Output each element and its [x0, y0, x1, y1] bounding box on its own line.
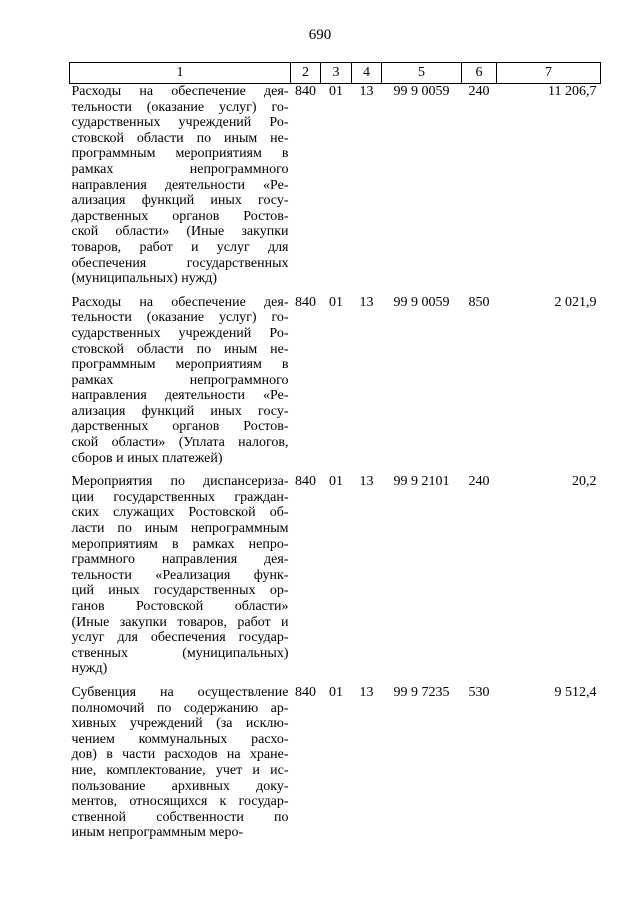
description-line: обеспечения государственных — [71, 255, 289, 271]
description-line: рамках непрограммного — [71, 372, 289, 388]
amount: 2 021,9 — [554, 294, 597, 310]
description-line: хивных учреждений (за исклю- — [71, 716, 289, 732]
description-line: (муниципальных) нужд) — [71, 271, 218, 287]
description-line: сударственных учреждений Ро- — [71, 325, 289, 341]
ministry-code: 840 — [295, 474, 316, 490]
column-header: 3 — [321, 63, 352, 84]
description-line: программным мероприятиям в — [71, 357, 289, 373]
description-line: ственных (муниципальных) — [71, 645, 289, 661]
description-line: товаров, работ и услуг для — [71, 239, 289, 255]
description-line: тельности (оказание услуг) го- — [71, 310, 289, 326]
description-line: иным непрограммным меро- — [71, 825, 244, 841]
description-line: чением коммунальных расхо- — [71, 731, 289, 747]
description-line: Расходы на обеспечение дея- — [71, 294, 289, 310]
description-line: тельности (оказание услуг) го- — [71, 99, 289, 115]
description-line: рамках непрограммного — [71, 161, 289, 177]
expense-description — [70, 295, 291, 475]
section-code: 01 — [329, 474, 343, 490]
page-number: 690 — [308, 27, 332, 43]
column-header: 5 — [382, 63, 462, 84]
target-article-code: 99 9 2101 — [393, 474, 450, 490]
column-header: 4 — [352, 63, 382, 84]
description-line: Мероприятия по диспансериза- — [71, 474, 289, 490]
description-line: полномочий по содержанию ар- — [71, 700, 289, 716]
description-line: направления деятельности «Ре- — [71, 177, 289, 193]
description-line: мероприятиям в рамках непро- — [71, 536, 289, 552]
ministry-code: 840 — [295, 84, 316, 99]
column-header: 7 — [497, 63, 601, 84]
amount: 20,2 — [572, 474, 597, 490]
subsection-code: 13 — [359, 294, 374, 310]
header-row — [70, 63, 601, 84]
table-row — [70, 295, 601, 475]
description-line: сборов и иных платежей) — [71, 450, 223, 466]
description-line: дарственных органов Ростов- — [71, 208, 289, 224]
column-header: 6 — [462, 63, 497, 84]
description-line: Расходы на обеспечение дея- — [71, 84, 289, 99]
description-line: ских служащих Ростовской об- — [71, 505, 289, 521]
column-header: 2 — [291, 63, 321, 84]
column-header: 1 — [70, 63, 291, 84]
description-line: Субвенция на осуществление — [71, 684, 289, 700]
description-line: ласти по иным непрограммным — [71, 521, 289, 537]
expense-description — [70, 84, 291, 295]
description-line: ализация функций иных госу- — [71, 193, 289, 209]
description-line: ской области» (Иные закупки — [71, 224, 289, 240]
description-line: стовской области по иным не- — [71, 130, 289, 146]
expense-description — [70, 685, 291, 849]
amount: 11 206,7 — [548, 84, 597, 99]
ministry-code: 840 — [295, 684, 316, 700]
description-line: ственной собственности по — [71, 809, 289, 825]
subsection-code: 13 — [359, 684, 374, 700]
description-line: ние, комплектование, учет и ис- — [71, 762, 289, 778]
section-code: 01 — [329, 684, 343, 700]
description-line: пользование архивных доку- — [71, 778, 289, 794]
amount: 9 512,4 — [554, 684, 597, 700]
description-line: ганов Ростовской области» — [71, 599, 289, 614]
description-line: нужд) — [71, 661, 108, 677]
description-line: программным мероприятиям в — [71, 146, 289, 162]
subsection-code: 13 — [359, 474, 374, 490]
target-article-code: 99 9 7235 — [393, 684, 450, 700]
description-line: тельности «Реализация функ- — [71, 567, 289, 583]
expense-type-code: 240 — [468, 84, 490, 99]
subsection-code: 13 — [359, 84, 374, 99]
description-line: ментов, относящихся к государ- — [71, 794, 289, 810]
target-article-code: 99 9 0059 — [393, 84, 450, 99]
description-line: ской области» (Уплата налогов, — [71, 435, 289, 451]
description-line: стовской области по иным не- — [71, 341, 289, 357]
description-line: ций иных государственных ор- — [71, 583, 289, 599]
expense-type-code: 530 — [468, 684, 490, 700]
expense-description — [70, 474, 291, 685]
target-article-code: 99 9 0059 — [393, 294, 450, 310]
section-code: 01 — [329, 294, 343, 310]
ministry-code: 840 — [295, 294, 316, 310]
table-row — [70, 474, 601, 685]
budget-table — [69, 62, 601, 849]
description-line: (Иные закупки товаров, работ и — [71, 614, 289, 630]
description-line: ализация функций иных госу- — [71, 403, 289, 419]
section-code: 01 — [329, 84, 343, 99]
description-line: ции государственных граждан- — [71, 489, 289, 505]
description-line: сударственных учреждений Ро- — [71, 115, 289, 131]
description-line: услуг для обеспечения государ- — [71, 630, 289, 646]
description-line: направления деятельности «Ре- — [71, 388, 289, 404]
description-line: дов) в части расходов на хране- — [71, 747, 289, 763]
description-line: дарственных органов Ростов- — [71, 419, 289, 435]
expense-type-code: 240 — [468, 474, 490, 490]
table-row — [70, 685, 601, 849]
table-row — [70, 84, 601, 295]
description-line: граммного направления дея- — [71, 552, 289, 568]
expense-type-code: 850 — [468, 294, 490, 310]
